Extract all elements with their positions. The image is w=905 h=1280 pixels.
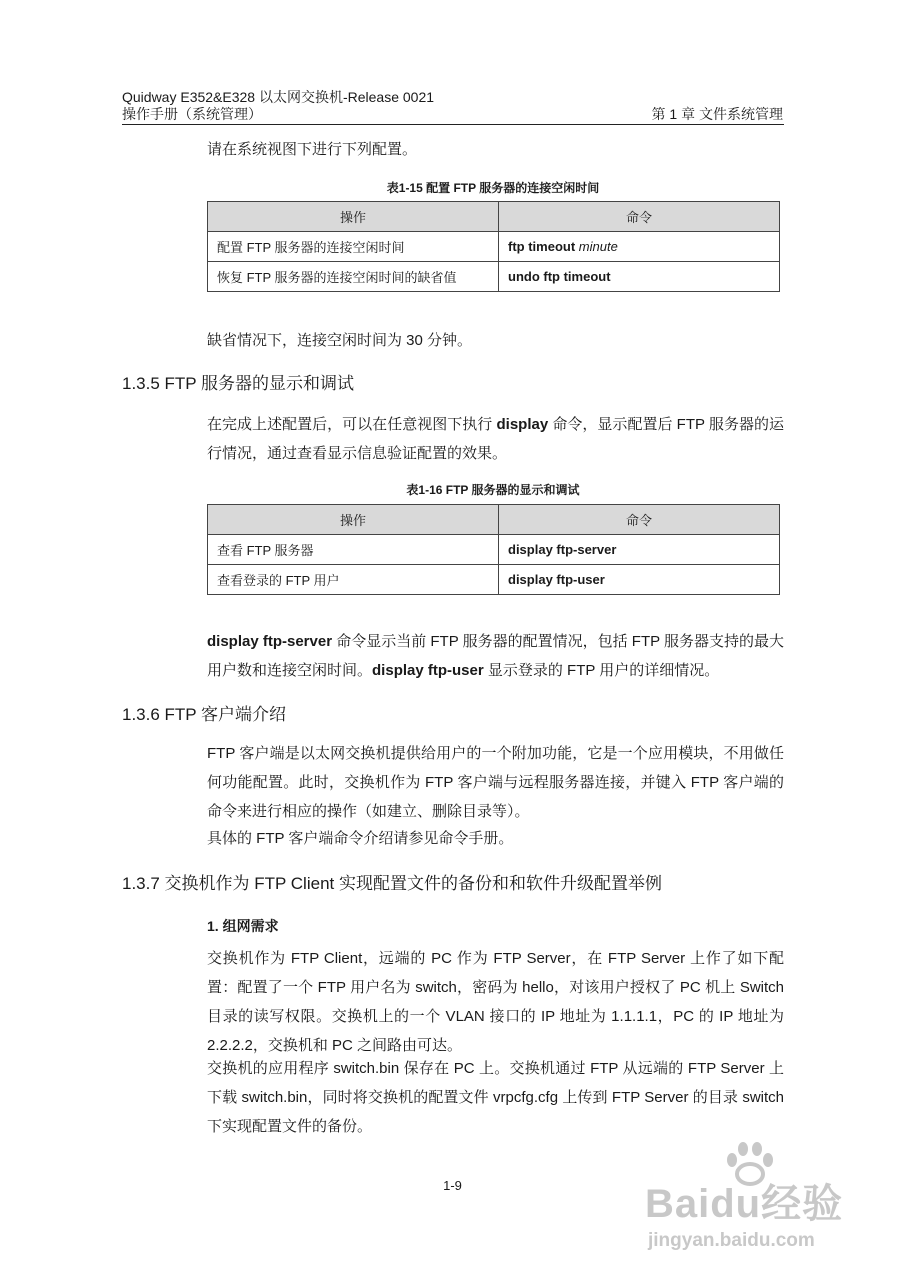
default-paragraph: 缺省情况下，连接空闲时间为 30 分钟。 <box>207 332 473 349</box>
table-15-caption: 表1-15 配置 FTP 服务器的连接空闲时间 <box>386 181 600 195</box>
operation-cell: 查看 FTP 服务器 <box>208 535 499 565</box>
header-rule <box>122 124 784 125</box>
inline-command: display ftp-server <box>207 633 333 650</box>
doc-subtitle: 操作手册（系统管理） <box>122 106 262 122</box>
inline-command: display ftp-user <box>372 662 484 679</box>
chapter-label: 第 1 章 文件系统管理 <box>651 106 783 122</box>
subheading: 1. 组网需求 <box>207 918 279 934</box>
command-argument: minute <box>578 239 618 254</box>
paragraph: 交换机作为 FTP Client，远端的 PC 作为 FTP Server，在 FTP Server 上作了如下配置：配置了一个 FTP 用户名为 switch，密码为 hello，对该用户授权了 PC 机上 Switch 目录的读写权限。交换机上的一个 VLAN 接口的 IP 地址为 1.1.1.1，PC 的 IP 地址为 2.2.2.2，交换机和 PC 之间路由可达。 <box>207 950 784 1054</box>
watermark-logo: Baidu经验 <box>645 1182 844 1226</box>
command-cell: undo ftp timeout <box>499 262 780 292</box>
inline-command: display <box>496 416 549 433</box>
section-heading-1-3-6: 1.3.6 FTP 客户端介绍 <box>122 705 287 724</box>
paragraph: 具体的 FTP 客户端命令介绍请参见命令手册。 <box>207 830 514 847</box>
column-header-operation: 操作 <box>208 505 499 535</box>
paragraph <box>207 627 784 685</box>
section-heading-1-3-7: 1.3.7 交换机作为 FTP Client 实现配置文件的备份和和软件升级配置举例 <box>122 874 662 893</box>
command-cell <box>499 232 780 262</box>
column-header-command: 命令 <box>499 202 780 232</box>
page-number: 1-9 <box>443 1178 462 1193</box>
table-row <box>208 565 780 595</box>
table-16 <box>207 504 780 595</box>
command-cell: display ftp-server <box>499 535 780 565</box>
table-header-row <box>208 505 780 535</box>
watermark-url: jingyan.baidu.com <box>648 1230 815 1251</box>
paragraph: FTP 客户端是以太网交换机提供给用户的一个附加功能，它是一个应用模块，不用做任何功能配置。此时，交换机作为 FTP 客户端与远程服务器连接，并键入 FTP 客户端的命令来进行相应的操作（如建立、删除目录等）。 <box>207 745 784 820</box>
paragraph: 交换机的应用程序 switch.bin 保存在 PC 上。交换机通过 FTP 从远端的 FTP Server 上下载 switch.bin，同时将交换机的配置文件 vrpcfg.cfg 上传到 FTP Server 的目录 switch 下实现配置文件的备份。 <box>207 1060 784 1135</box>
table-header-row <box>208 202 780 232</box>
text-run: 命令显示当前 FTP 服务器的配置情况，包括 FTP 服务器支持的最大用户数和连接空闲时间。 <box>207 633 785 679</box>
text-run: 在完成上述配置后，可以在任意视图下执行 <box>207 416 497 433</box>
column-header-command: 命令 <box>499 505 780 535</box>
section-heading-1-3-5: 1.3.5 FTP 服务器的显示和调试 <box>122 374 355 393</box>
baidu-watermark <box>640 1138 890 1268</box>
operation-cell: 配置 FTP 服务器的连接空闲时间 <box>208 232 499 262</box>
intro-paragraph: 请在系统视图下进行下列配置。 <box>207 141 418 158</box>
table-row <box>208 535 780 565</box>
column-header-operation: 操作 <box>208 202 499 232</box>
command-cell: display ftp-user <box>499 565 780 595</box>
text-run: 显示登录的 FTP 用户的详细情况。 <box>483 662 720 679</box>
operation-cell: 查看登录的 FTP 用户 <box>208 565 499 595</box>
paragraph <box>207 410 784 468</box>
table-row <box>208 232 780 262</box>
table-row <box>208 262 780 292</box>
command-text: ftp timeout <box>508 239 576 254</box>
table-16-caption: 表1-16 FTP 服务器的显示和调试 <box>406 483 580 497</box>
operation-cell: 恢复 FTP 服务器的连接空闲时间的缺省值 <box>208 262 499 292</box>
table-15 <box>207 201 780 292</box>
text-run: 命令，显示配置后 FTP 服务器的运行情况，通过查看显示信息验证配置的效果。 <box>207 416 784 462</box>
doc-title: Quidway E352&E328 以太网交换机-Release 0021 <box>122 89 435 105</box>
